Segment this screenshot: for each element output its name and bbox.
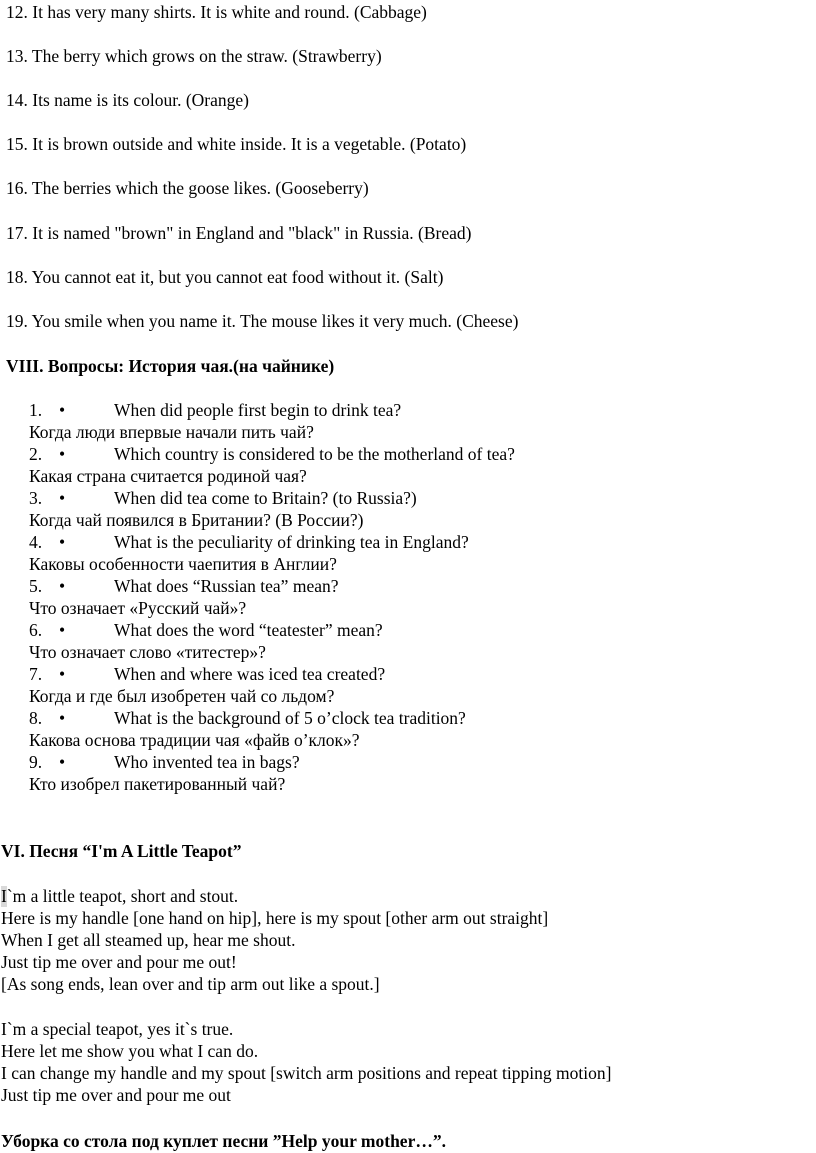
question-text: When and where was iced tea created? <box>114 664 386 684</box>
question-ru: Какова основа традиции чая «файв о’клок»? <box>29 730 360 750</box>
question-en <box>29 576 339 597</box>
question-ru: Что означает «Русский чай»? <box>29 598 247 618</box>
question-number: 2. <box>29 444 43 464</box>
riddle-14: 14. Its name is its colour. (Orange) <box>6 90 250 110</box>
riddle-12: 12. It has very many shirts. It is white and round. (Cabbage) <box>6 2 427 22</box>
question-text: Who invented tea in bags? <box>114 752 300 772</box>
question-en <box>29 620 383 641</box>
question-en <box>29 444 515 465</box>
section-tea-heading: VIII. Вопросы: История чая.(на чайнике) <box>6 356 335 376</box>
riddle-15: 15. It is brown outside and white inside. It is a vegetable. (Potato) <box>6 134 467 154</box>
question-number: 9. <box>29 752 43 772</box>
question-en <box>29 400 401 421</box>
lyric-line: [As song ends, lean over and tip arm out like a spout.] <box>1 974 380 994</box>
lyric-line: Just tip me over and pour me out! <box>1 952 237 972</box>
question-text: What does “Russian tea” mean? <box>114 576 339 596</box>
question-en <box>29 532 469 553</box>
question-text: When did people first begin to drink tea? <box>114 400 402 420</box>
question-ru: Кто изобрел пакетированный чай? <box>29 774 286 794</box>
question-number: 6. <box>29 620 43 640</box>
question-en <box>29 708 466 729</box>
question-en <box>29 752 300 773</box>
question-number: 5. <box>29 576 43 596</box>
section-song-heading: VI. Песня “I'm A Little Teapot” <box>1 841 242 861</box>
question-text: What is the background of 5 o’clock tea tradition? <box>114 708 466 728</box>
question-text: When did tea come to Britain? (to Russia?) <box>114 488 417 508</box>
question-text: Which country is considered to be the motherland of tea? <box>114 444 515 464</box>
bullet-icon: • <box>59 532 66 552</box>
cleanup-heading: Уборка со стола под куплет песни ”Help your mother…”. <box>1 1131 446 1151</box>
bullet-icon: • <box>59 620 66 640</box>
question-ru: Когда люди впервые начали пить чай? <box>29 422 314 442</box>
lyric-line: Here is my handle [one hand on hip], here is my spout [other arm out straight] <box>1 908 549 928</box>
lyric-line: When I get all steamed up, hear me shout. <box>1 930 296 950</box>
bullet-icon: • <box>59 664 66 684</box>
question-text: What does the word “teatester” mean? <box>114 620 383 640</box>
bullet-icon: • <box>59 708 66 728</box>
bullet-icon: • <box>59 444 66 464</box>
question-number: 8. <box>29 708 43 728</box>
riddle-18: 18. You cannot eat it, but you cannot eat food without it. (Salt) <box>6 267 444 287</box>
question-number: 1. <box>29 400 43 420</box>
question-ru: Каковы особенности чаепития в Англии? <box>29 554 337 574</box>
bullet-icon: • <box>59 400 66 420</box>
lyric-line <box>1 886 238 907</box>
question-en <box>29 488 417 509</box>
riddle-19: 19. You smile when you name it. The mouse likes it very much. (Cheese) <box>6 311 519 331</box>
riddle-13: 13. The berry which grows on the straw. (Strawberry) <box>6 46 382 66</box>
question-number: 3. <box>29 488 43 508</box>
question-ru: Какая страна считается родиной чая? <box>29 466 307 486</box>
bullet-icon: • <box>59 576 66 596</box>
question-ru: Что означает слово «титестер»? <box>29 642 266 662</box>
lyric-line: I can change my handle and my spout [switch arm positions and repeat tipping motion] <box>1 1063 612 1083</box>
text-cursor-highlight[interactable]: I <box>1 886 7 906</box>
question-number: 7. <box>29 664 43 684</box>
lyric-line: I`m a special teapot, yes it`s true. <box>1 1019 234 1039</box>
lyric-line: Just tip me over and pour me out <box>1 1085 231 1105</box>
riddle-17: 17. It is named "brown" in England and "black" in Russia. (Bread) <box>6 223 472 243</box>
question-text: What is the peculiarity of drinking tea in England? <box>114 532 469 552</box>
question-en <box>29 664 385 685</box>
question-ru: Когда и где был изобретен чай со льдом? <box>29 686 335 706</box>
riddle-16: 16. The berries which the goose likes. (Gooseberry) <box>6 178 369 198</box>
question-number: 4. <box>29 532 43 552</box>
lyric-text: `m a little teapot, short and stout. <box>6 886 239 906</box>
bullet-icon: • <box>59 488 66 508</box>
question-ru: Когда чай появился в Британии? (В России?) <box>29 510 364 530</box>
bullet-icon: • <box>59 752 66 772</box>
lyric-line: Here let me show you what I can do. <box>1 1041 259 1061</box>
